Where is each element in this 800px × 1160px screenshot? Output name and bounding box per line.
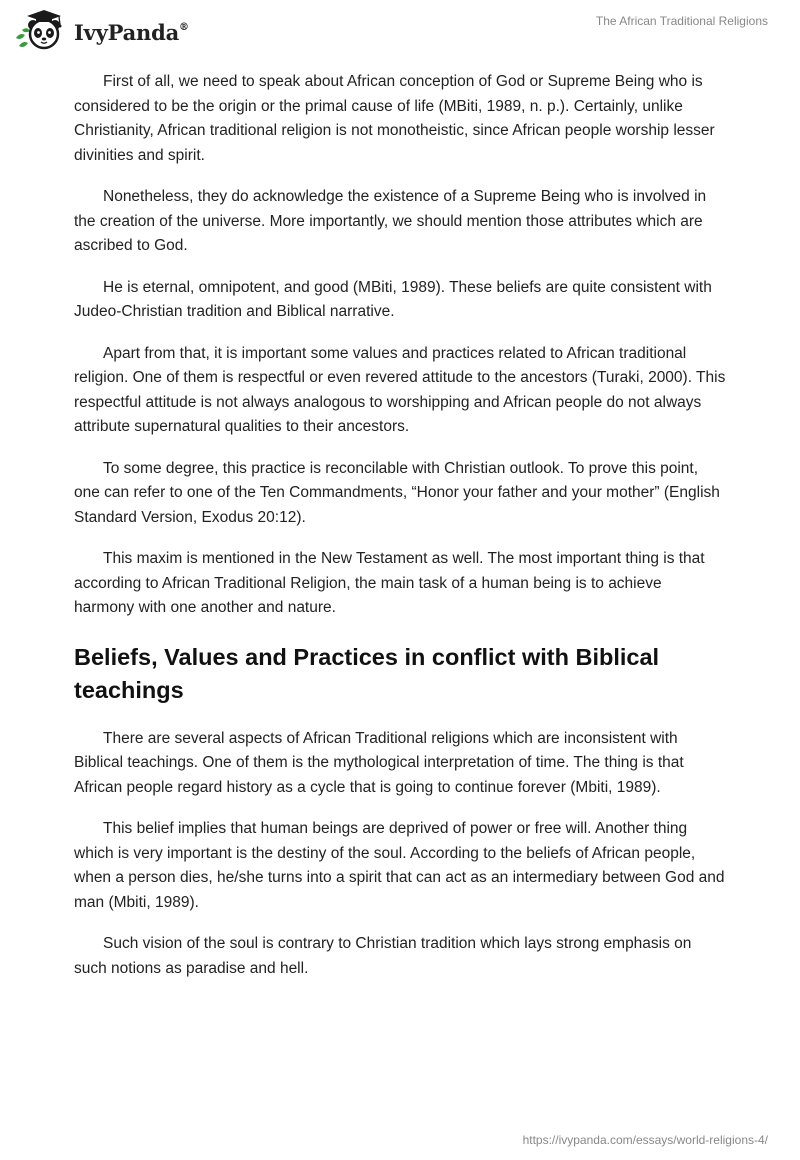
ivypanda-logo[interactable] [14,8,189,52]
brand-name: IvyPanda® [74,19,189,45]
paragraph: He is eternal, omnipotent, and good (MBiti, 1989). These beliefs are quite consistent with Judeo-Christian tradition and Biblical narrative. [74,278,712,320]
paragraph: Nonetheless, they do acknowledge the existence of a Supreme Being who is involved in the creation of the universe. More importantly, we should mention those attributes which are ascribed to God. [74,188,707,254]
section-heading: Beliefs, Values and Practices in conflict with Biblical teachings [74,643,660,703]
page-header [0,0,800,60]
paragraph: Apart from that, it is important some values and practices related to African traditional religion. One of them is respectful or even revered attitude to the ancestors (Turaki, 2000). This respectful attitude is not always analogous to worshipping and African people do not always attribute supernatural qualities to their ancestors. [74,344,726,435]
paragraph: To some degree, this practice is reconcilable with Christian outlook. To prove this point, one can refer to one of the Ten Commandments, “Honor your father and your mother” (English Standard Version, Exodus 20:12). [74,459,720,526]
paragraph: This maxim is mentioned in the New Testament as well. The most important thing is that according to African Traditional Religion, the main task of a human being is to achieve harmony with one another and nature. [74,550,705,616]
panda-graduate-icon [14,8,70,52]
source-url[interactable]: https://ivypanda.com/essays/world-religions-4/ [522,1133,768,1147]
paragraph: There are several aspects of African Traditional religions which are inconsistent with Biblical teachings. One of them is the mythological interpretation of time. The thing is that African people regard history as a cycle that is going to continue forever (Mbiti, 1989). [74,729,684,796]
essay-body [74,70,726,998]
paragraph: Such vision of the soul is contrary to Christian tradition which lays strong emphasis on such notions as paradise and hell. [74,935,692,977]
paragraph: This belief implies that human beings are deprived of power or free will. Another thing which is very important is the destiny of the soul. According to the beliefs of African people, when a person dies, he/she turns into a spirit that can act as an intermediary between God and man (Mbiti, 1989). [74,820,725,911]
document-title: The African Traditional Religions [595,14,768,28]
paragraph: First of all, we need to speak about African conception of God or Supreme Being who is considered to be the origin or the primal cause of life (MBiti, 1989, n. p.). Certainly, unlike Christianity, African traditional religion is not monotheistic, since African people worship lesser divinities and spirit. [74,73,715,164]
